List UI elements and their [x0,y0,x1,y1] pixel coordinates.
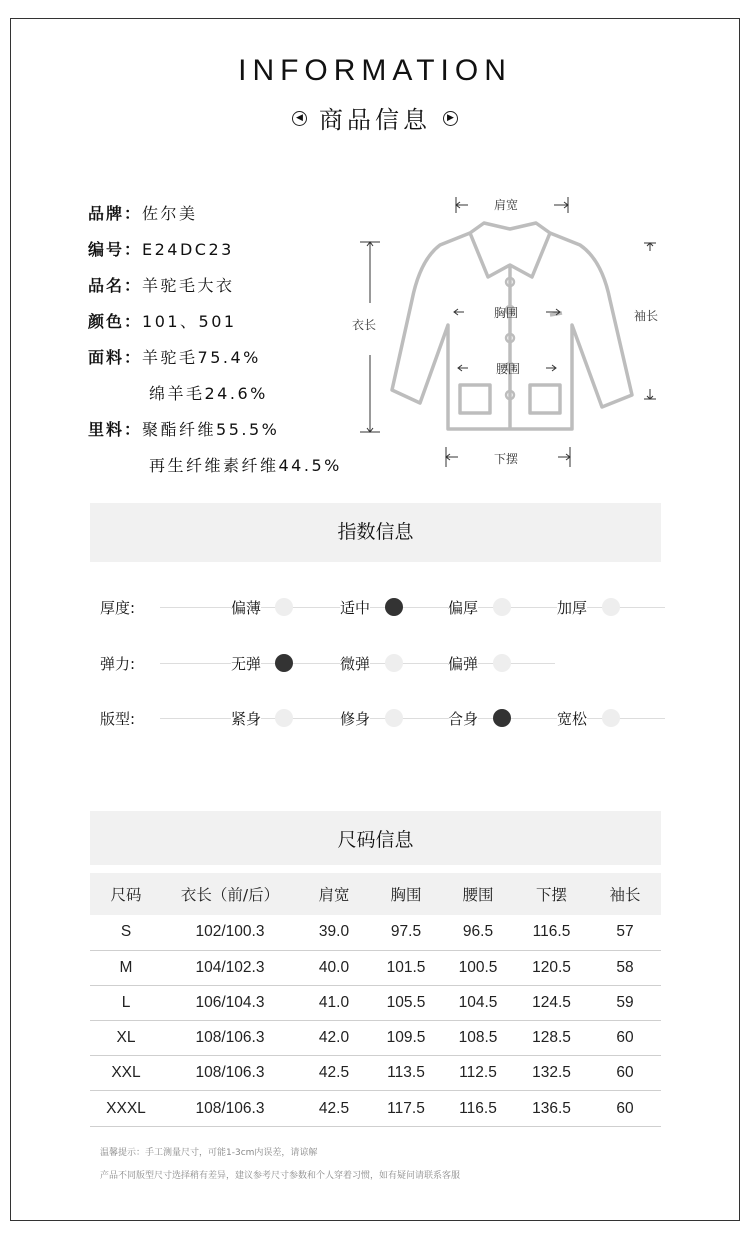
table-cell: L [90,985,162,1020]
index-section-title: 指数信息 [90,503,661,562]
table-cell: 59 [589,985,661,1020]
table-cell: 104.5 [442,985,514,1020]
index-option: 修身 [340,710,371,728]
table-cell: 97.5 [370,915,442,950]
table-row [90,950,661,985]
index-row-label: 厚度: [100,599,136,617]
column-header: 衣长（前/后） [162,873,298,915]
table-cell: 42.5 [298,1056,370,1091]
note-measurement: 温馨提示：手工测量尺寸，可能1-3cm内误差，请谅解 [100,1148,318,1158]
index-row-thickness [90,592,665,622]
info-label: 面料： [88,348,143,367]
table-cell: 108.5 [442,1021,514,1056]
index-dot [602,709,620,727]
info-value: 再生纤维素纤维44.5% [149,456,342,475]
table-cell: XXXL [90,1091,162,1126]
table-cell: 105.5 [370,985,442,1020]
diagram-label-chest: 胸围 [494,306,519,320]
size-table [90,873,661,1127]
info-label: 品牌： [88,204,143,223]
table-cell: XL [90,1021,162,1056]
info-value: 绵羊毛24.6% [149,384,268,403]
table-cell: 136.5 [514,1091,589,1126]
table-cell: XXL [90,1056,162,1091]
index-option: 无弹 [231,655,262,673]
table-cell: 60 [589,1091,661,1126]
table-cell: 132.5 [514,1056,589,1091]
diagram-label-shoulder: 肩宽 [494,198,519,212]
column-header: 胸围 [370,873,442,915]
table-row [90,1056,661,1091]
table-cell: 108/106.3 [162,1091,298,1126]
table-cell: M [90,950,162,985]
table-cell: 117.5 [370,1091,442,1126]
table-cell: 108/106.3 [162,1056,298,1091]
index-option: 偏薄 [231,599,262,617]
left-arrow-icon: ◀ [292,111,307,126]
table-cell: 58 [589,950,661,985]
index-option: 适中 [340,599,371,617]
info-value: 羊驼毛75.4% [142,348,261,367]
index-row-label: 版型: [100,710,136,728]
table-header-row [90,873,661,915]
index-option: 加厚 [557,599,588,617]
column-header: 肩宽 [298,873,370,915]
info-label: 里料： [88,420,143,439]
note-fit-advice: 产品不同版型尺寸选择稍有差异，建议参考尺寸参数和个人穿着习惯，如有疑问请联系客服 [100,1171,461,1181]
table-cell: 109.5 [370,1021,442,1056]
table-cell: 100.5 [442,950,514,985]
diagram-label-length: 衣长 [352,318,377,332]
info-name [88,273,235,296]
index-dot [493,598,511,616]
table-cell: 41.0 [298,985,370,1020]
info-label: 颜色： [88,312,143,331]
table-cell: 60 [589,1021,661,1056]
index-dot-selected [493,709,511,727]
index-option: 偏厚 [448,599,479,617]
table-row [90,915,661,950]
table-cell: 42.0 [298,1021,370,1056]
index-dot [385,709,403,727]
table-cell: 128.5 [514,1021,589,1056]
table-cell: 116.5 [514,915,589,950]
index-option: 合身 [448,710,479,728]
info-value: 羊驼毛大衣 [142,276,235,295]
table-cell: 104/102.3 [162,950,298,985]
info-fabric [88,345,261,368]
column-header: 腰围 [442,873,514,915]
index-dot [275,709,293,727]
info-color [88,309,237,332]
diagram-label-hem: 下摆 [494,452,519,466]
table-cell: 96.5 [442,915,514,950]
table-cell: S [90,915,162,950]
table-cell: 102/100.3 [162,915,298,950]
index-option: 紧身 [231,710,262,728]
column-header: 袖长 [589,873,661,915]
title-chinese [0,100,750,135]
index-row-label: 弹力: [100,655,136,673]
table-cell: 120.5 [514,950,589,985]
title-chinese-text: 商品信息 [319,106,431,134]
info-value: 佐尔美 [142,204,198,223]
index-dot-selected [275,654,293,672]
column-header: 尺码 [90,873,162,915]
info-fabric-2 [149,381,268,404]
table-cell: 42.5 [298,1091,370,1126]
info-code [88,237,234,260]
index-option: 偏弹 [448,655,479,673]
info-lining [88,417,279,440]
info-label: 编号： [88,240,143,259]
table-cell: 113.5 [370,1056,442,1091]
table-cell: 124.5 [514,985,589,1020]
table-cell: 106/104.3 [162,985,298,1020]
table-row [90,985,661,1020]
coat-outline-icon [340,185,680,485]
table-cell: 101.5 [370,950,442,985]
index-option: 微弹 [340,655,371,673]
index-dot [275,598,293,616]
info-value: 101、501 [142,312,237,331]
info-value: E24DC23 [142,240,234,259]
size-section-title: 尺码信息 [90,811,661,865]
table-cell: 112.5 [442,1056,514,1091]
table-cell: 108/106.3 [162,1021,298,1056]
index-dot-selected [385,598,403,616]
diagram-label-sleeve: 袖长 [634,309,659,323]
column-header: 下摆 [514,873,589,915]
table-cell: 57 [589,915,661,950]
table-row [90,1021,661,1056]
table-cell: 60 [589,1056,661,1091]
index-dot [493,654,511,672]
table-row [90,1091,661,1126]
table-cell: 39.0 [298,915,370,950]
diagram-label-waist: 腰围 [496,362,521,376]
right-arrow-icon: ▶ [443,111,458,126]
title-english: INFORMATION [238,54,512,87]
index-row-fit [90,703,665,733]
index-dot [385,654,403,672]
garment-diagram [340,185,680,485]
table-cell: 116.5 [442,1091,514,1126]
info-value: 聚酯纤维55.5% [142,420,280,439]
info-lining-2 [149,453,342,476]
info-brand [88,201,198,224]
index-row-elasticity [90,648,665,678]
table-cell: 40.0 [298,950,370,985]
info-label: 品名： [88,276,143,295]
index-option: 宽松 [557,710,588,728]
index-dot [602,598,620,616]
